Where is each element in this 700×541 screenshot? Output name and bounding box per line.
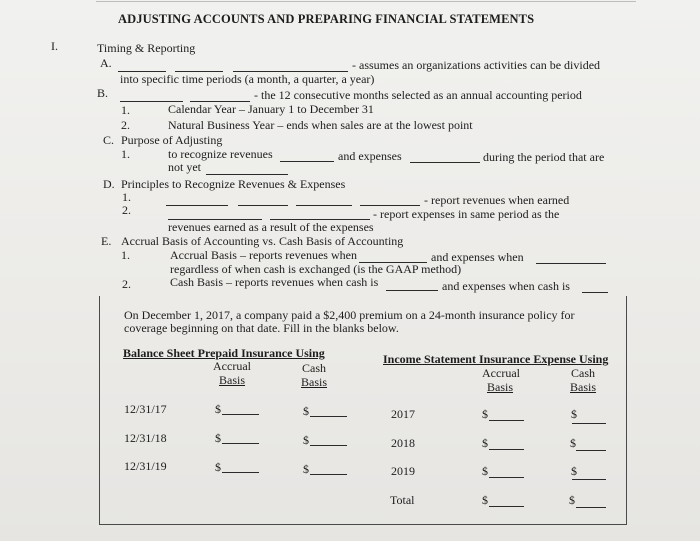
income-dollar: $ xyxy=(571,407,577,421)
blank-d-2[interactable] xyxy=(238,205,288,206)
balance-col-cash-basis: Basis xyxy=(301,375,328,389)
blank-is-accrual-2017[interactable] xyxy=(489,420,524,421)
item-d2-text: - report expenses in same period as the xyxy=(373,207,560,221)
balance-row-date: 12/31/19 xyxy=(124,459,167,473)
item-c-heading: Purpose of Adjusting xyxy=(121,133,223,147)
item-c1-text2: and expenses xyxy=(338,149,402,163)
item-a-label: A. xyxy=(100,56,112,70)
blank-bs-accrual-2019[interactable] xyxy=(222,472,259,473)
item-b1-text: Calendar Year – January 1 to December 31 xyxy=(168,102,374,116)
blank-is-cash-2019[interactable] xyxy=(572,479,606,480)
item-c1-text4: not yet xyxy=(168,160,201,174)
balance-col-accrual: Accrual xyxy=(213,359,251,373)
item-d-heading: Principles to Recognize Revenues & Expenses xyxy=(121,177,346,191)
item-e1-num: 1. xyxy=(121,248,130,262)
income-row-year: 2019 xyxy=(391,464,415,478)
balance-col-accrual-basis: Basis xyxy=(219,373,246,387)
income-dollar: $ xyxy=(482,407,488,421)
balance-dollar: $ xyxy=(303,433,309,447)
income-row-year: 2017 xyxy=(391,407,415,421)
item-e-label: E. xyxy=(101,234,112,248)
income-row-year: 2018 xyxy=(391,436,415,450)
blank-bs-cash-2018[interactable] xyxy=(310,445,347,446)
item-e2-text2: and expenses when cash is xyxy=(442,279,570,293)
blank-c-2[interactable] xyxy=(410,162,480,163)
income-col-accrual: Accrual xyxy=(482,366,520,380)
blank-bs-accrual-2018[interactable] xyxy=(222,443,259,444)
item-b2-text: Natural Business Year – ends when sales are at the lowest point xyxy=(168,118,473,132)
income-col-cash: Cash xyxy=(571,366,595,380)
income-dollar: $ xyxy=(571,464,577,478)
item-d2-text2: revenues earned as a result of the expenses xyxy=(168,220,374,234)
section-heading: Timing & Reporting xyxy=(97,41,196,55)
blank-is-cash-2018[interactable] xyxy=(576,450,606,451)
item-e1-text1: Accrual Basis – reports revenues when xyxy=(170,248,357,262)
balance-dollar: $ xyxy=(303,462,309,476)
blank-is-accrual-2019[interactable] xyxy=(489,477,524,478)
problem-line1: On December 1, 2017, a company paid a $2,400 premium on a 24-month insurance policy for xyxy=(124,308,575,322)
blank-e-2[interactable] xyxy=(536,263,606,264)
income-dollar: $ xyxy=(482,464,488,478)
problem-line2: coverage beginning on that date. Fill in the blanks below. xyxy=(124,321,399,335)
item-a-text1: - assumes an organizations activities can be divided xyxy=(352,58,601,72)
blank-is-cash-2017[interactable] xyxy=(572,423,606,424)
income-col-accrual-basis: Basis xyxy=(487,380,514,394)
balance-table-title: Balance Sheet Prepaid Insurance Using xyxy=(123,346,325,360)
blank-c-1[interactable] xyxy=(280,161,334,162)
item-d1-num: 1. xyxy=(122,190,131,204)
balance-col-cash: Cash xyxy=(302,361,326,375)
blank-d-3[interactable] xyxy=(296,205,352,206)
item-b2-num: 2. xyxy=(121,118,130,132)
income-dollar: $ xyxy=(482,436,488,450)
income-dollar: $ xyxy=(482,493,488,507)
item-b1-num: 1. xyxy=(121,103,130,117)
balance-row-date: 12/31/17 xyxy=(124,402,167,416)
balance-dollar: $ xyxy=(215,402,221,416)
balance-row-date: 12/31/18 xyxy=(124,431,167,445)
item-d2-num: 2. xyxy=(122,203,131,217)
blank-bs-accrual-2017[interactable] xyxy=(222,414,259,415)
item-d-label: D. xyxy=(103,177,115,191)
blank-bs-cash-2019[interactable] xyxy=(310,474,347,475)
item-c1-text1: to recognize revenues xyxy=(168,147,273,161)
blank-bs-cash-2017[interactable] xyxy=(310,416,347,417)
income-dollar: $ xyxy=(570,436,576,450)
item-e-heading: Accrual Basis of Accounting vs. Cash Basis of Accounting xyxy=(121,234,404,248)
item-e1-text3: regardless of when cash is exchanged (is the GAAP method) xyxy=(170,262,462,276)
blank-is-cash-total[interactable] xyxy=(576,507,606,508)
item-e2-text1: Cash Basis – reports revenues when cash is xyxy=(170,275,379,289)
blank-e-4[interactable] xyxy=(582,292,608,293)
balance-dollar: $ xyxy=(215,460,221,474)
blank-is-accrual-2018[interactable] xyxy=(489,449,524,450)
blank-d-4[interactable] xyxy=(360,205,420,206)
section-numeral: I. xyxy=(51,39,58,53)
balance-dollar: $ xyxy=(215,431,221,445)
item-c1-text3: during the period that are xyxy=(483,150,605,164)
income-table-title: Income Statement Insurance Expense Using xyxy=(383,352,609,366)
item-c1-num: 1. xyxy=(121,147,130,161)
blank-d-1[interactable] xyxy=(166,205,228,206)
income-dollar: $ xyxy=(569,493,575,507)
item-b-label: B. xyxy=(97,86,109,100)
blank-e-3[interactable] xyxy=(386,290,438,291)
item-c-label: C. xyxy=(103,133,115,147)
page-top-rule xyxy=(96,1,636,2)
balance-dollar: $ xyxy=(303,404,309,418)
item-d1-text: - report revenues when earned xyxy=(424,193,570,207)
item-e1-text2: and expenses when xyxy=(431,250,524,264)
income-row-total: Total xyxy=(390,493,415,507)
income-col-cash-basis: Basis xyxy=(570,380,597,394)
item-e2-num: 2. xyxy=(122,277,131,291)
item-a-text2: into specific time periods (a month, a quarter, a year) xyxy=(120,72,375,86)
blank-c-3[interactable] xyxy=(206,174,288,175)
blank-is-accrual-total[interactable] xyxy=(489,506,524,507)
item-b-text: - the 12 consecutive months selected as an annual accounting period xyxy=(254,88,582,102)
page-title: ADJUSTING ACCOUNTS AND PREPARING FINANCIAL STATEMENTS xyxy=(118,12,535,26)
